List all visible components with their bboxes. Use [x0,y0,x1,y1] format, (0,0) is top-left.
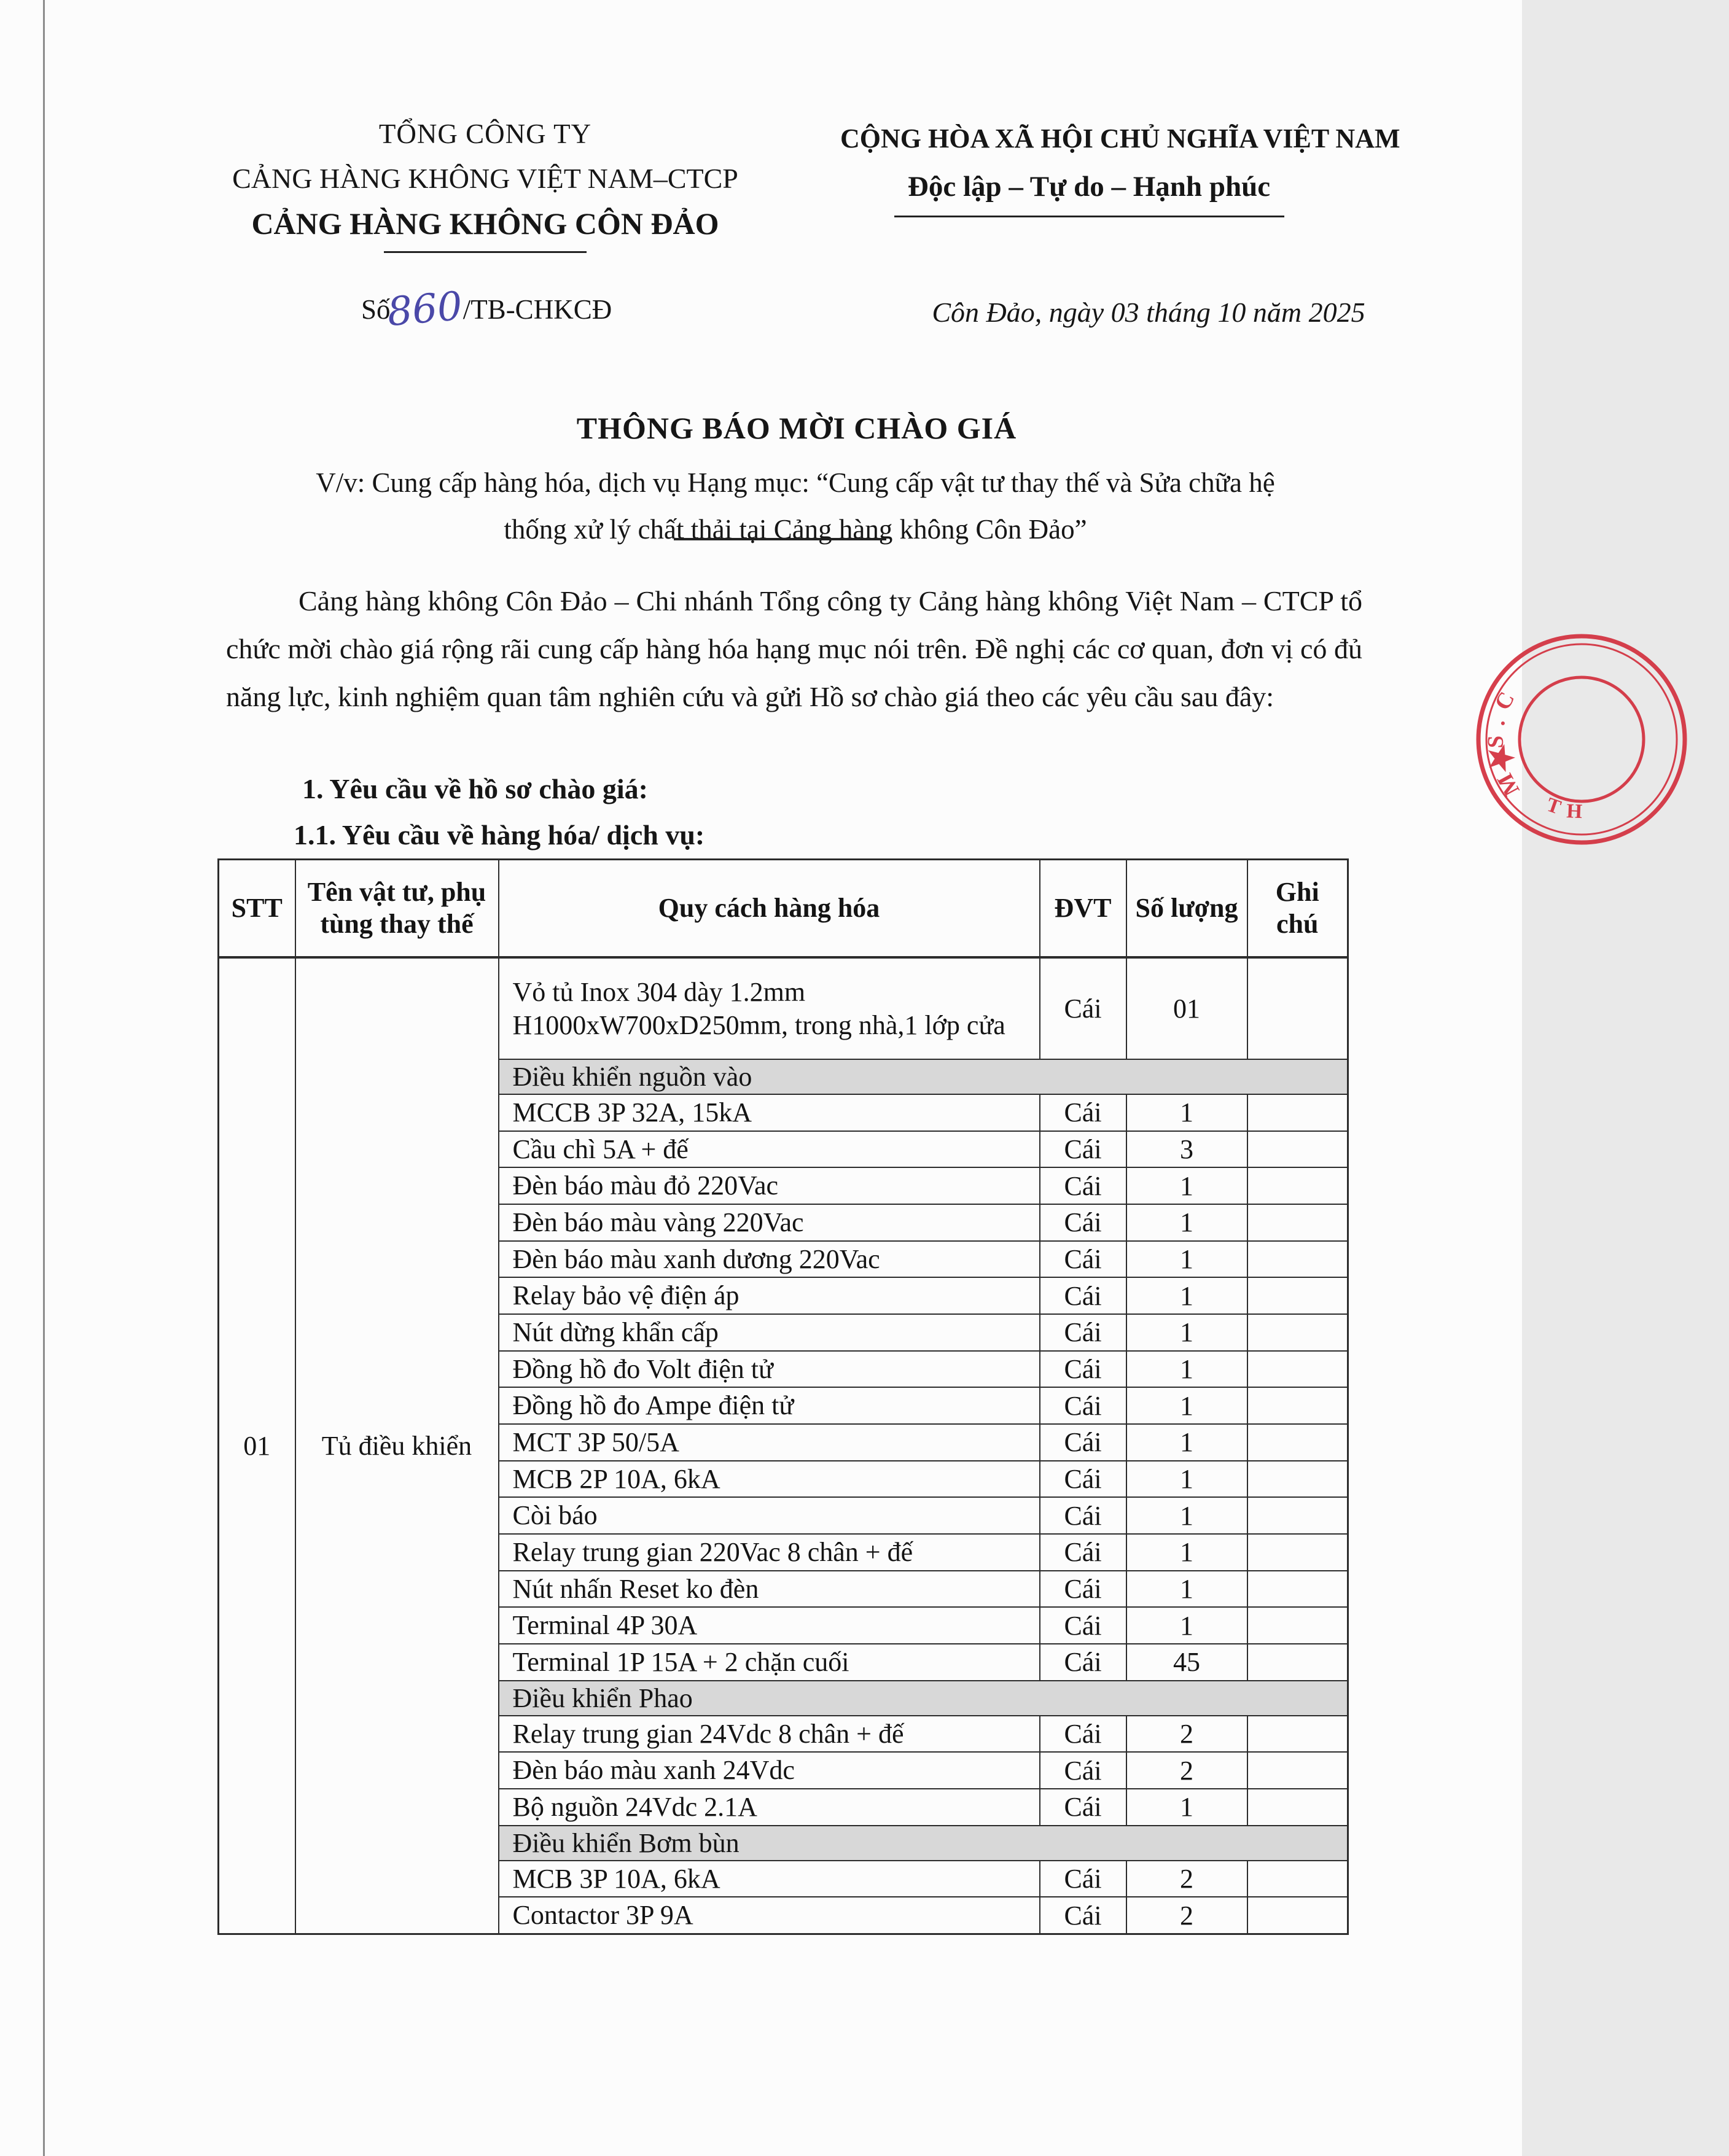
red-stamp [1471,625,1729,870]
doc-no-handwritten: 860 [385,283,464,336]
unit-cell: Cái [1040,1424,1126,1461]
goods-table [217,858,1349,1935]
unit-cell: Cái [1040,1716,1126,1753]
qty-cell: 01 [1126,957,1247,1059]
unit-cell: Cái [1040,1497,1126,1534]
spec-cell: Cầu chì 5A + đế [499,1131,1040,1168]
unit-cell: Cái [1040,1351,1126,1388]
note-cell [1247,957,1348,1059]
spec-cell: Đèn báo màu đỏ 220Vac [499,1167,1040,1204]
note-cell [1247,1897,1348,1934]
stamp-inner-ring [1520,677,1644,801]
col-header-spec: Quy cách hàng hóa [499,860,1040,958]
spec-cell: Vỏ tủ Inox 304 dày 1.2mm H1000xW700xD250mm, trong nhà,1 lớp cửa [499,957,1040,1059]
stamp-arc-text: M.S.C [1483,679,1525,800]
document-number [361,283,612,336]
group-band-cell: Điều khiển Phao [499,1681,1348,1716]
note-cell [1247,1607,1348,1644]
svg-text:TH [1544,794,1591,823]
issuer-parent-org: TỔNG CÔNG TY [378,119,592,149]
qty-cell: 1 [1126,1351,1247,1388]
doc-no-prefix: Số [361,294,391,325]
unit-cell: Cái [1040,1607,1126,1644]
spec-cell: Nút dừng khẩn cấp [499,1314,1040,1351]
unit-cell: Cái [1040,1461,1126,1498]
spec-cell: MCT 3P 50/5A [499,1424,1040,1461]
unit-cell: Cái [1040,1241,1126,1278]
unit-cell: Cái [1040,1571,1126,1608]
spec-cell: Đồng hồ đo Ampe điện tử [499,1387,1040,1424]
note-cell [1247,1424,1348,1461]
unit-cell: Cái [1040,1752,1126,1789]
col-header-unit: ĐVT [1040,860,1126,958]
note-cell [1247,1387,1348,1424]
col-header-stt: STT [219,860,295,958]
note-cell [1247,1241,1348,1278]
qty-cell: 1 [1126,1167,1247,1204]
unit-cell: Cái [1040,1277,1126,1314]
unit-cell: Cái [1040,1387,1126,1424]
national-title: CỘNG HÒA XÃ HỘI CHỦ NGHĨA VIỆT NAM [840,123,1400,154]
spec-cell: Còi báo [499,1497,1040,1534]
national-motto: Độc lập – Tự do – Hạnh phúc [907,171,1271,203]
unit-cell: Cái [1040,1861,1126,1897]
issuer-header [184,118,786,253]
note-cell [1247,1131,1348,1168]
note-cell [1247,1716,1348,1753]
unit-cell: Cái [1040,1534,1126,1571]
spec-cell: Relay trung gian 220Vac 8 chân + đế [499,1534,1040,1571]
qty-cell: 1 [1126,1789,1247,1826]
qty-cell: 1 [1126,1607,1247,1644]
spec-cell: MCCB 3P 32A, 15kA [499,1094,1040,1131]
unit-cell: Cái [1040,1314,1126,1351]
stt-cell: 01 [219,957,295,1934]
items-tbody [219,957,1348,1934]
motto-underline [894,216,1284,217]
national-motto-header [840,123,1400,217]
unit-cell: Cái [1040,1789,1126,1826]
spec-cell: Relay bảo vệ điện áp [499,1277,1040,1314]
subject-line-2: thống xử lý chất thải tại Cảng hàng không Côn Đảo” [504,514,1087,545]
col-header-name: Tên vật tư, phụ tùng thay thế [295,860,499,958]
qty-cell: 1 [1126,1461,1247,1498]
qty-cell: 1 [1126,1277,1247,1314]
unit-cell: Cái [1040,1167,1126,1204]
note-cell [1247,1351,1348,1388]
group-band-cell: Điều khiển Bơm bùn [499,1826,1348,1861]
document-title: THÔNG BÁO MỜI CHÀO GIÁ [576,411,1017,445]
qty-cell: 1 [1126,1241,1247,1278]
table-header-row [219,860,1348,958]
qty-cell: 1 [1126,1204,1247,1241]
qty-cell: 1 [1126,1571,1247,1608]
unit-cell: Cái [1040,1131,1126,1168]
qty-cell: 3 [1126,1131,1247,1168]
note-cell [1247,1167,1348,1204]
note-cell [1247,1461,1348,1498]
issuer-org: CẢNG HÀNG KHÔNG VIỆT NAM–CTCP [232,163,738,194]
col-header-qty: Số lượng [1126,860,1247,958]
table-row [219,957,1348,1059]
note-cell [1247,1861,1348,1897]
note-cell [1247,1497,1348,1534]
qty-cell: 2 [1126,1861,1247,1897]
qty-cell: 1 [1126,1424,1247,1461]
unit-cell: Cái [1040,957,1126,1059]
note-cell [1247,1094,1348,1131]
subject-underline [674,538,886,540]
col-header-note: Ghi chú [1247,860,1348,958]
unit-cell: Cái [1040,1094,1126,1131]
qty-cell: 1 [1126,1387,1247,1424]
note-cell [1247,1752,1348,1789]
issuer-branch: CẢNG HÀNG KHÔNG CÔN ĐẢO [251,206,719,241]
unit-cell: Cái [1040,1644,1126,1681]
section-1-heading: 1. Yêu cầu về hồ sơ chào giá: [302,773,648,804]
qty-cell: 45 [1126,1644,1247,1681]
qty-cell: 1 [1126,1497,1247,1534]
intro-paragraph: Cảng hàng không Côn Đảo – Chi nhánh Tổng công ty Cảng hàng không Việt Nam – CTCP tổ chức mời chào giá rộng rãi cung cấp hàng hóa hạng mục nói trên. Đề nghị các cơ quan, đơn vị có đủ năng lực, kinh nghiệm quan tâm nghiên cứu và gửi Hồ sơ chào giá theo các yêu cầu sau đây: [226,585,1362,712]
spec-cell: Bộ nguồn 24Vdc 2.1A [499,1789,1040,1826]
qty-cell: 1 [1126,1094,1247,1131]
group-band-cell: Điều khiển nguồn vào [499,1059,1348,1094]
spec-cell: Đèn báo màu xanh 24Vdc [499,1752,1040,1789]
place-date-line: Côn Đảo, ngày 03 tháng 10 năm 2025 [932,297,1365,328]
spec-cell: Relay trung gian 24Vdc 8 chân + đế [499,1716,1040,1753]
section-1-1-heading: 1.1. Yêu cầu về hàng hóa/ dịch vụ: [294,819,705,850]
qty-cell: 2 [1126,1897,1247,1934]
note-cell [1247,1571,1348,1608]
note-cell [1247,1534,1348,1571]
spec-cell: MCB 2P 10A, 6kA [499,1461,1040,1498]
spec-cell: Đồng hồ đo Volt điện tử [499,1351,1040,1388]
stamp-bottom-text: TH [1544,793,1591,823]
scan-edge-line [43,0,45,2156]
item-name-cell: Tủ điều khiển [295,957,499,1934]
unit-cell: Cái [1040,1204,1126,1241]
qty-cell: 1 [1126,1314,1247,1351]
spec-cell: Đèn báo màu vàng 220Vac [499,1204,1040,1241]
note-cell [1247,1789,1348,1826]
spec-cell: Terminal 4P 30A [499,1607,1040,1644]
qty-cell: 1 [1126,1534,1247,1571]
qty-cell: 2 [1126,1716,1247,1753]
note-cell [1247,1314,1348,1351]
note-cell [1247,1277,1348,1314]
spec-cell: Đèn báo màu xanh dương 220Vac [499,1241,1040,1278]
note-cell [1247,1204,1348,1241]
doc-no-suffix: /TB-CHKCĐ [462,294,612,325]
spec-cell: MCB 3P 10A, 6kA [499,1861,1040,1897]
spec-cell: Nút nhấn Reset ko đèn [499,1571,1040,1608]
unit-cell: Cái [1040,1897,1126,1934]
issuer-underline [384,251,587,253]
subject-line-1: V/v: Cung cấp hàng hóa, dịch vụ Hạng mục: “Cung cấp vật tư thay thế và Sửa chữa hệ [316,467,1275,498]
note-cell [1247,1644,1348,1681]
spec-cell: Terminal 1P 15A + 2 chặn cuối [499,1644,1040,1681]
qty-cell: 2 [1126,1752,1247,1789]
spec-cell: Contactor 3P 9A [499,1897,1040,1934]
